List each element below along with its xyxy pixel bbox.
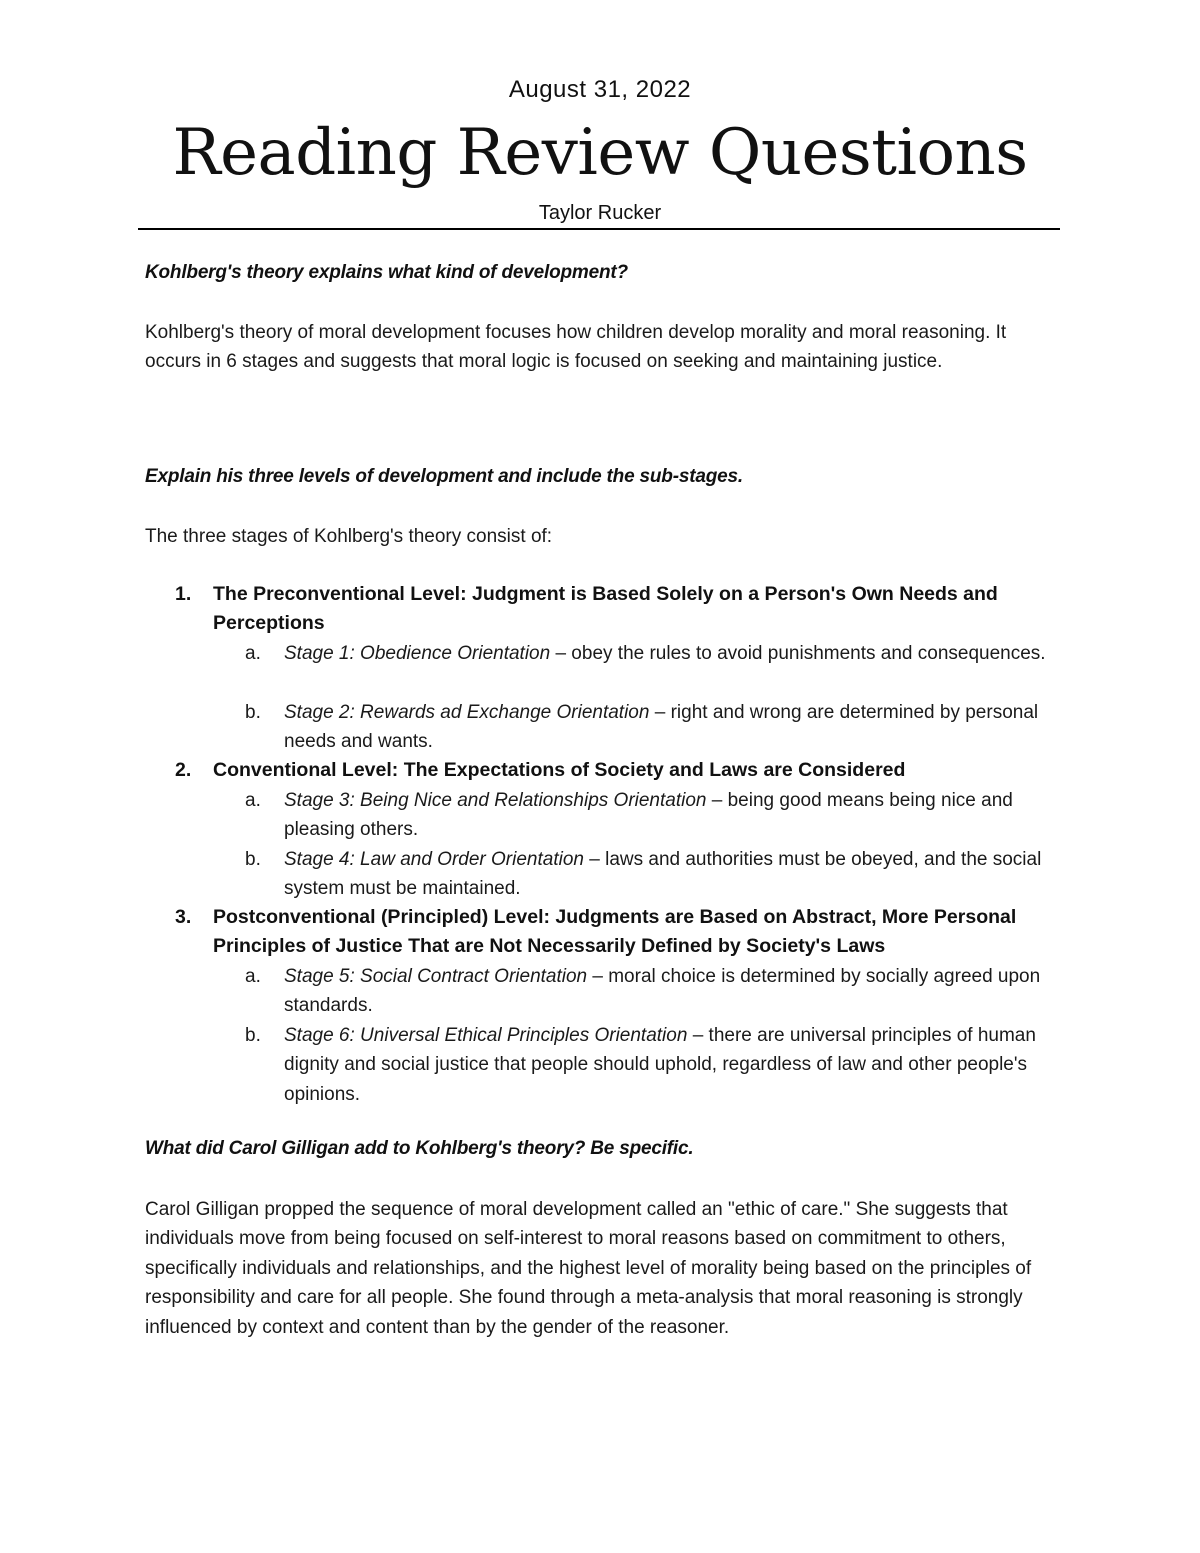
level-number: 1. bbox=[175, 583, 192, 605]
document-title: Reading Review Questions bbox=[172, 116, 1028, 190]
stage-name: Stage 6: Universal Ethical Principles Orientation bbox=[284, 1025, 688, 1046]
level-title: Conventional Level: The Expectations of Society and Laws are Considered bbox=[213, 759, 906, 781]
stage-letter: a. bbox=[245, 790, 261, 811]
level-1-item bbox=[175, 580, 1055, 639]
level-number: 2. bbox=[175, 759, 192, 781]
stage-name: Stage 3: Being Nice and Relationships Orientation bbox=[284, 790, 707, 811]
stage-description: – obey the rules to avoid punishments and consequences. bbox=[550, 643, 1046, 664]
level-2-item bbox=[175, 756, 1055, 785]
stage-description: – right and wrong are determined by personal needs and wants. bbox=[284, 702, 1039, 753]
stage-letter: b. bbox=[245, 702, 261, 723]
stage-6-item bbox=[245, 1021, 1055, 1109]
stage-5-item bbox=[245, 962, 1055, 1021]
question-2-intro: The three stages of Kohlberg's theory consist of: bbox=[145, 526, 553, 547]
stage-2-item bbox=[245, 698, 1055, 757]
stage-4-item bbox=[245, 845, 1055, 904]
level-number: 3. bbox=[175, 906, 192, 928]
stage-name: Stage 1: Obedience Orientation bbox=[284, 643, 551, 664]
question-2-heading: Explain his three levels of development and include the sub-stages. bbox=[145, 466, 743, 487]
stage-letter: b. bbox=[245, 1025, 261, 1046]
level-3-item bbox=[175, 903, 1055, 962]
stage-letter: a. bbox=[245, 643, 261, 664]
question-3-heading: What did Carol Gilligan add to Kohlberg's theory? Be specific. bbox=[145, 1138, 694, 1159]
stage-description: – laws and authorities must be obeyed, and the social system must be maintained. bbox=[284, 849, 1042, 900]
stage-description: – moral choice is determined by socially agreed upon standards. bbox=[284, 966, 1041, 1017]
header-divider bbox=[138, 228, 1060, 230]
stage-description: – being good means being nice and pleasing others. bbox=[284, 790, 1013, 841]
level-title: The Preconventional Level: Judgment is Based Solely on a Person's Own Needs and Perceptions bbox=[213, 583, 998, 635]
question-1-answer: Kohlberg's theory of moral development focuses how children develop morality and moral reasoning. It occurs in 6 stages and suggests that moral logic is focused on seeking and maintaining justice. bbox=[145, 322, 1007, 373]
stage-name: Stage 2: Rewards ad Exchange Orientation bbox=[284, 702, 650, 723]
document-date: August 31, 2022 bbox=[508, 76, 692, 103]
stage-name: Stage 5: Social Contract Orientation bbox=[284, 966, 588, 987]
stage-letter: b. bbox=[245, 849, 261, 870]
question-1-heading: Kohlberg's theory explains what kind of development? bbox=[145, 262, 628, 283]
question-3-answer: Carol Gilligan propped the sequence of moral development called an "ethic of care." She suggests that individuals move from being focused on self-interest to moral reasons based on commitment to others, specifically individuals and relationships, and the highest level of morality being based on the principles of responsibility and care for all people. She found through a meta-analysis that moral reasoning is strongly influenced by context and content than by the gender of the reasoner. bbox=[145, 1199, 1032, 1338]
stage-3-item bbox=[245, 786, 1055, 845]
stage-description: – there are universal principles of human dignity and social justice that people should uphold, regardless of law and other people's opinions. bbox=[284, 1025, 1036, 1105]
level-title: Postconventional (Principled) Level: Judgments are Based on Abstract, More Personal Principles of Justice That are Not Necessarily Defined by Society's Laws bbox=[213, 906, 1017, 958]
stage-1-item bbox=[245, 639, 1055, 668]
stage-letter: a. bbox=[245, 966, 261, 987]
stage-name: Stage 4: Law and Order Orientation bbox=[284, 849, 584, 870]
document-author: Taylor Rucker bbox=[538, 202, 662, 224]
